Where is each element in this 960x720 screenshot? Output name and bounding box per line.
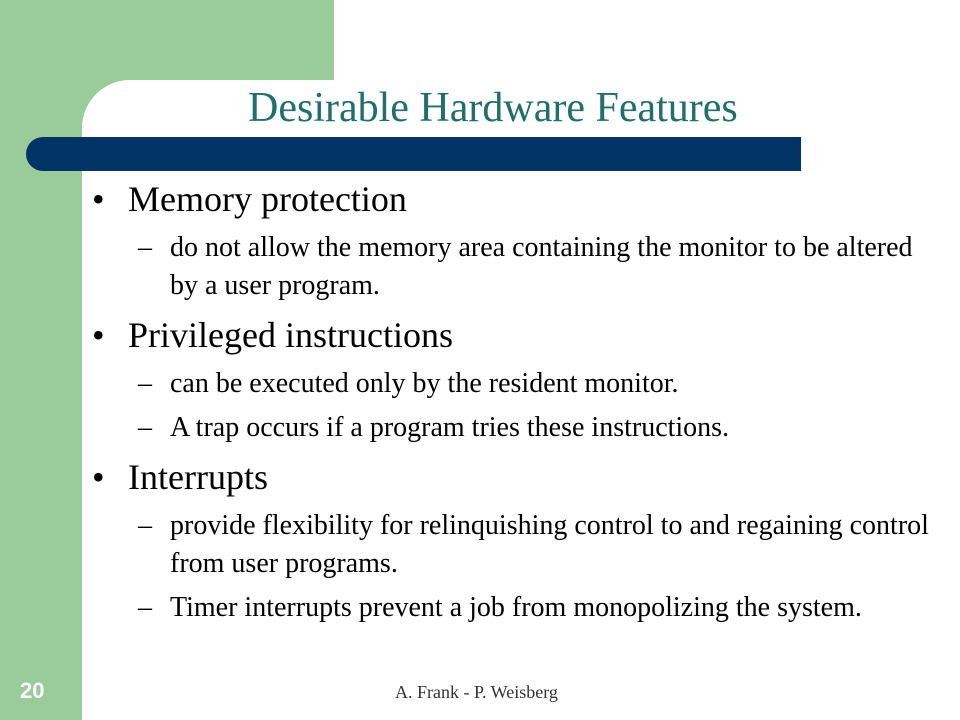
bullet-icon: • bbox=[92, 315, 105, 355]
dash-icon: – bbox=[138, 412, 152, 443]
sub-bullet-text: can be executed only by the resident monitor. bbox=[170, 368, 679, 399]
sub-bullet bbox=[92, 409, 932, 447]
sub-bullet bbox=[92, 589, 932, 627]
bullet-memory-protection bbox=[92, 175, 932, 223]
bullet-icon: • bbox=[92, 457, 105, 497]
sub-bullet bbox=[92, 365, 932, 403]
bullet-text: Privileged instructions bbox=[128, 315, 453, 355]
bullet-icon: • bbox=[92, 179, 105, 219]
page-number: 20 bbox=[20, 678, 45, 703]
sub-bullet-text: provide flexibility for relinquishing control to and regaining control from user programs. bbox=[170, 510, 929, 579]
sub-bullet-text: do not allow the memory area containing the monitor to be altered by a user program. bbox=[170, 232, 913, 301]
dash-icon: – bbox=[138, 592, 152, 623]
dash-icon: – bbox=[138, 510, 152, 541]
footer-credit: A. Frank - P. Weisberg bbox=[395, 682, 558, 702]
bullet-privileged-instructions bbox=[92, 311, 932, 359]
sub-bullet-text: A trap occurs if a program tries these instructions. bbox=[170, 412, 730, 443]
bullet-list bbox=[92, 173, 932, 633]
slide-title: Desirable Hardware Features bbox=[248, 85, 738, 131]
bullet-text: Memory protection bbox=[128, 179, 407, 219]
bullet-text: Interrupts bbox=[128, 457, 268, 497]
title-underline-bar bbox=[26, 137, 801, 171]
bullet-interrupts bbox=[92, 453, 932, 501]
sub-bullet-text: Timer interrupts prevent a job from monopolizing the system. bbox=[170, 592, 862, 623]
sub-bullet bbox=[92, 229, 932, 305]
dash-icon: – bbox=[138, 232, 152, 263]
sub-bullet bbox=[92, 507, 932, 583]
dash-icon: – bbox=[138, 368, 152, 399]
